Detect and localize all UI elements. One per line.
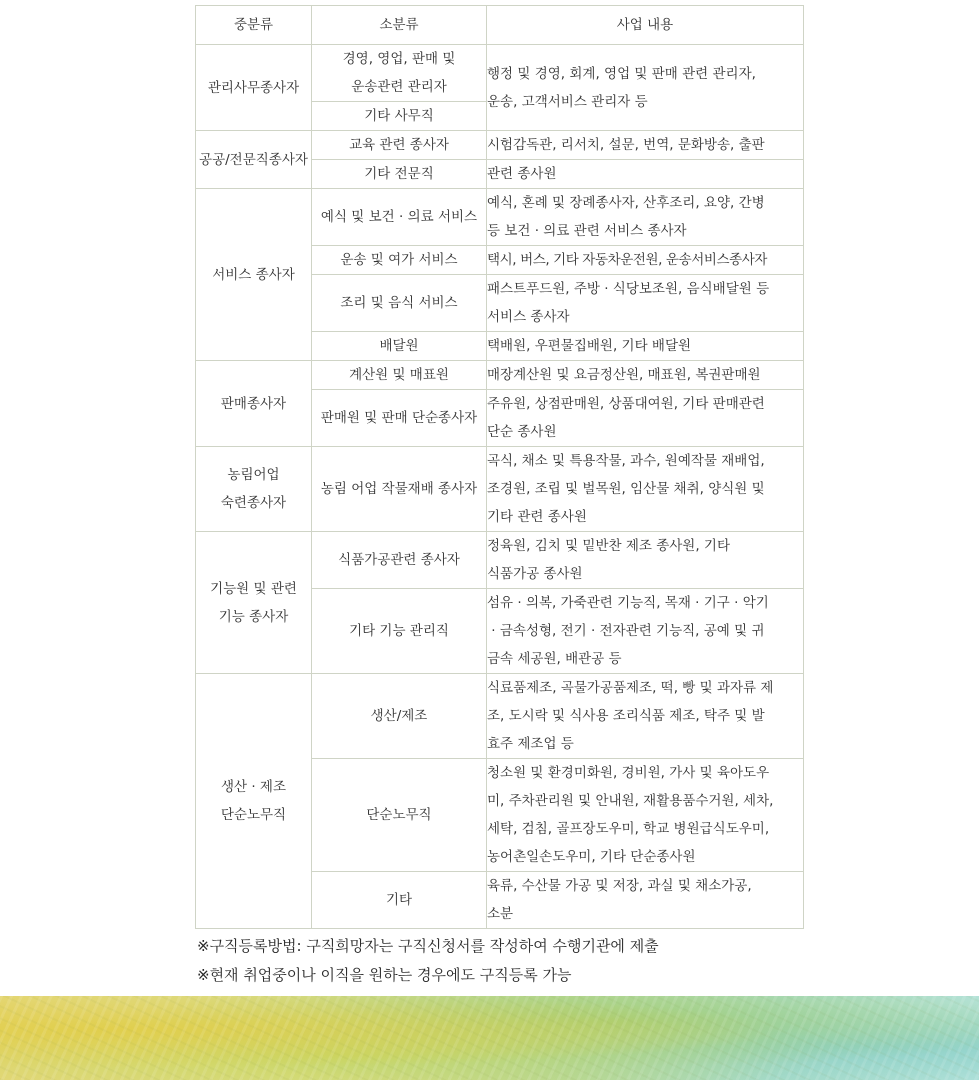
business-content-line: 효주 제조업 등 [487, 736, 574, 752]
main-category-label: 단순노무직 [220, 807, 287, 823]
table-row [196, 189, 804, 246]
sub-category-cell [312, 45, 487, 102]
sub-category-line: 단순노무직 [366, 807, 432, 823]
business-content-cell [487, 45, 804, 131]
main-category-cell [196, 532, 312, 674]
business-content-line: 섬유 · 의복, 가죽관련 기능직, 목재 · 기구 · 악기 [487, 595, 769, 611]
main-category-label: 기능원 및 관련 [210, 580, 297, 597]
business-content-cell [487, 674, 804, 759]
table-row [196, 361, 804, 390]
job-category-table [195, 5, 804, 929]
business-content-line: 청소원 및 환경미화원, 경비원, 가사 및 육아도우 [487, 765, 770, 781]
sub-category-cell [312, 160, 487, 189]
sub-category-line: 운송관련 관리자 [351, 79, 447, 95]
table-row [196, 532, 804, 589]
business-content-line: 택배원, 우편물집배원, 기타 배달원 [487, 338, 692, 354]
business-content-line: 운송, 고객서비스 관리자 등 [487, 93, 648, 110]
sub-category-line: 교육 관련 종사자 [349, 137, 449, 153]
business-content-cell [487, 759, 804, 872]
main-category-label: 판매종사자 [220, 395, 287, 412]
table-row [196, 674, 804, 759]
sub-category-line: 판매원 및 판매 단순종사자 [320, 410, 478, 426]
sub-category-line: 경영, 영업, 판매 및 [342, 51, 456, 67]
sub-category-cell [312, 872, 487, 929]
business-content-cell [487, 246, 804, 275]
business-content-line: 주유원, 상점판매원, 상품대여원, 기타 판매관련 [487, 396, 765, 412]
business-content-cell [487, 332, 804, 361]
business-content-line: 예식, 혼례 및 장례종사자, 산후조리, 요양, 간병 [487, 195, 765, 211]
main-category-cell [196, 674, 312, 929]
main-category-cell [196, 131, 312, 189]
business-content-cell [487, 275, 804, 332]
header-sub-category: 소분류 [312, 6, 487, 45]
business-content-line: 소분 [487, 906, 514, 922]
sub-category-cell [312, 532, 487, 589]
header-main-category: 중분류 [196, 6, 312, 45]
table-row [196, 45, 804, 102]
business-content-cell [487, 447, 804, 532]
business-content-line: 금속 세공원, 배관공 등 [487, 651, 622, 667]
business-content-line: 식료품제조, 곡물가공품제조, 떡, 빵 및 과자류 제 [487, 680, 774, 696]
sub-category-cell [312, 102, 487, 131]
sub-category-cell [312, 189, 487, 246]
main-category-cell [196, 189, 312, 361]
sub-category-line: 배달원 [379, 338, 419, 354]
footnotes [197, 932, 897, 990]
business-content-line: 서비스 종사자 [487, 309, 570, 325]
business-content-cell [487, 390, 804, 447]
sub-category-line: 예식 및 보건 · 의료 서비스 [320, 209, 478, 225]
business-content-cell [487, 872, 804, 929]
main-category-label: 기능 종사자 [218, 608, 289, 625]
sub-category-cell [312, 447, 487, 532]
sub-category-cell [312, 390, 487, 447]
sub-category-line: 농림 어업 작물재배 종사자 [320, 481, 478, 497]
main-category-label: 농림어업 [227, 467, 280, 483]
main-category-label: 생산 · 제조 [220, 779, 287, 795]
sub-category-line: 기타 사무직 [364, 108, 434, 124]
business-content-line: 곡식, 채소 및 특용작물, 과수, 원예작물 재배업, [487, 453, 765, 469]
footnote-employed-registration: ※현재 취업중이나 이직을 원하는 경우에도 구직등록 가능 [197, 966, 572, 984]
sub-category-line: 기타 기능 관리직 [349, 623, 449, 639]
business-content-line: 세탁, 검침, 골프장도우미, 학교 병원급식도우미, [487, 821, 770, 837]
sub-category-cell [312, 275, 487, 332]
business-content-cell [487, 361, 804, 390]
business-content-line: 농어촌일손도우미, 기타 단순종사원 [487, 849, 696, 865]
business-content-line: 매장계산원 및 요금정산원, 매표원, 복권판매원 [487, 367, 761, 383]
business-content-cell [487, 189, 804, 246]
watercolor-texture [0, 996, 979, 1080]
sub-category-line: 조리 및 음식 서비스 [340, 295, 458, 311]
main-category-cell [196, 361, 312, 447]
main-category-label: 공공/전문직종사자 [199, 151, 308, 168]
main-category-cell [196, 447, 312, 532]
business-content-cell [487, 589, 804, 674]
business-content-line: 기타 관련 종사원 [487, 509, 587, 525]
main-category-label: 숙련종사자 [220, 495, 287, 511]
business-content-cell [487, 532, 804, 589]
business-content-line: 조, 도시락 및 식사용 조리식품 제조, 탁주 및 발 [487, 708, 765, 724]
main-category-label: 관리사무종사자 [207, 79, 300, 96]
business-content-line: 행정 및 경영, 회계, 영업 및 판매 관련 관리자, [487, 65, 756, 82]
sub-category-cell [312, 674, 487, 759]
business-content-line: 식품가공 종사원 [487, 566, 583, 582]
main-category-cell [196, 45, 312, 131]
sub-category-line: 계산원 및 매표원 [349, 367, 449, 383]
sub-category-cell [312, 131, 487, 160]
business-content-line: 단순 종사원 [487, 424, 557, 440]
header-business-content: 사업 내용 [487, 6, 804, 45]
business-content-line: · 금속성형, 전기 · 전자관련 기능직, 공예 및 귀 [487, 623, 765, 639]
sub-category-line: 식품가공관련 종사자 [338, 552, 460, 568]
table-row [196, 447, 804, 532]
sub-category-cell [312, 246, 487, 275]
sub-category-line: 운송 및 여가 서비스 [340, 252, 458, 268]
business-content-line: 시험감독관, 리서치, 설문, 번역, 문화방송, 출판 [487, 137, 765, 153]
sub-category-cell [312, 332, 487, 361]
business-content-line: 관련 종사원 [487, 166, 557, 182]
business-content-line: 미, 주차관리원 및 안내원, 재활용품수거원, 세차, [487, 793, 774, 809]
business-content-line: 등 보건 · 의료 관련 서비스 종사자 [487, 223, 687, 239]
business-content-line: 조경원, 조립 및 벌목원, 임산물 채취, 양식원 및 [487, 481, 765, 497]
business-content-line: 택시, 버스, 기타 자동차운전원, 운송서비스종사자 [487, 252, 768, 268]
sub-category-cell [312, 589, 487, 674]
job-category-table-wrapper [195, 5, 803, 929]
footnote-registration-method: ※구직등록방법: 구직희망자는 구직신청서를 작성하여 수행기관에 제출 [197, 937, 659, 955]
business-content-cell [487, 160, 804, 189]
business-content-line: 육류, 수산물 가공 및 저장, 과실 및 채소가공, [487, 878, 752, 894]
sub-category-line: 생산/제조 [370, 708, 428, 724]
table-header-row [196, 6, 804, 45]
sub-category-cell [312, 759, 487, 872]
table-row [196, 131, 804, 160]
business-content-line: 정육원, 김치 및 밑반찬 제조 종사원, 기타 [487, 538, 730, 554]
sub-category-cell [312, 361, 487, 390]
main-category-label: 서비스 종사자 [212, 266, 295, 283]
business-content-line: 패스트푸드원, 주방 · 식당보조원, 음식배달원 등 [487, 281, 770, 297]
watercolor-background-band [0, 996, 979, 1080]
sub-category-line: 기타 [385, 892, 413, 908]
business-content-cell [487, 131, 804, 160]
sub-category-line: 기타 전문직 [364, 166, 434, 182]
